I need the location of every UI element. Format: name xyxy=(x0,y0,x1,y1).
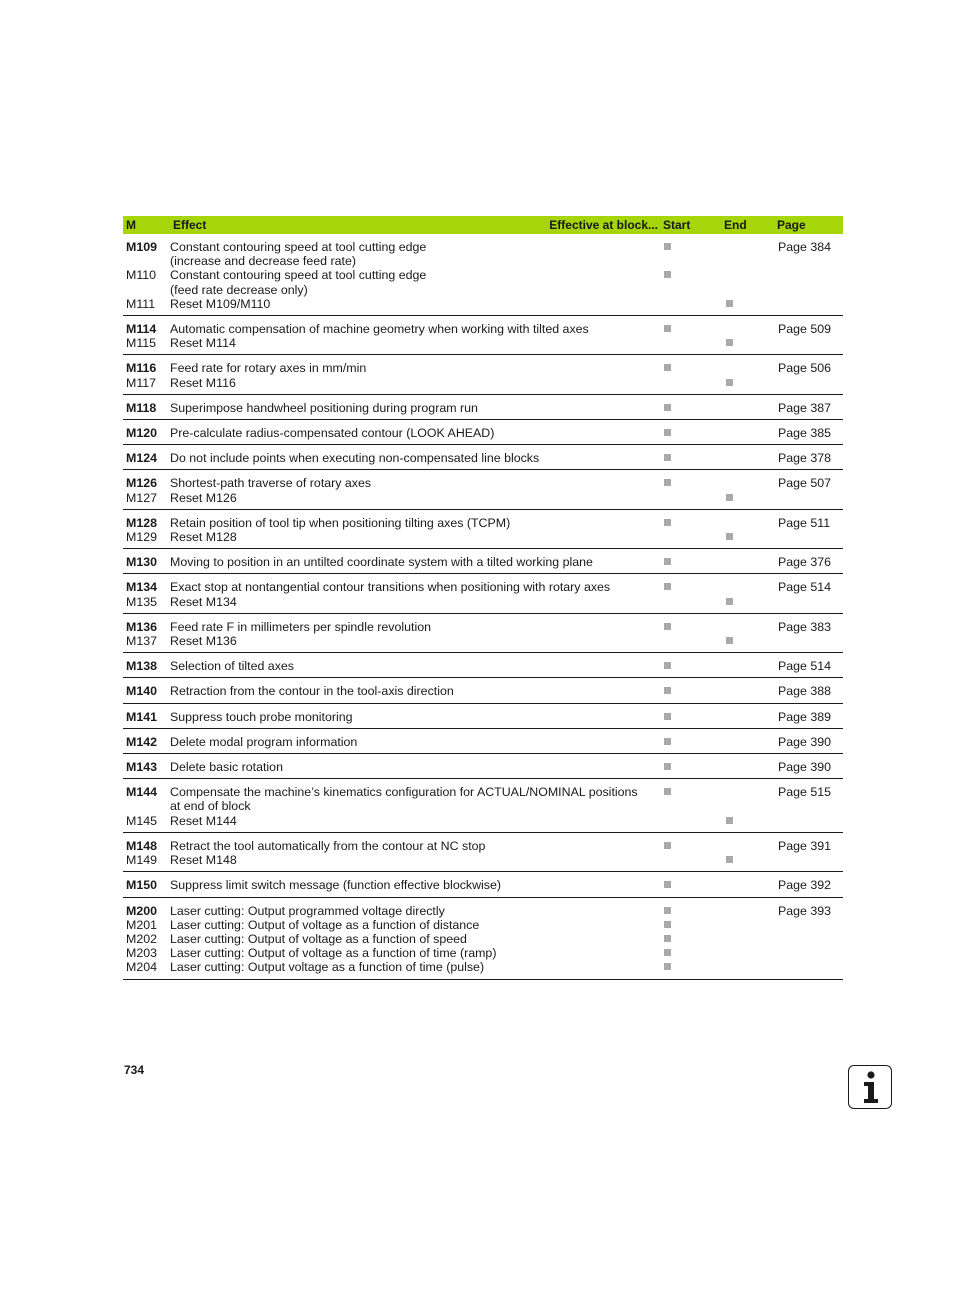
effect-text xyxy=(170,684,658,698)
page-number: 734 xyxy=(124,1063,145,1077)
table-row xyxy=(123,555,843,569)
effect-text xyxy=(170,516,658,530)
m-code: M204 xyxy=(126,960,157,975)
table-row xyxy=(123,960,843,974)
m-code: M134 xyxy=(126,580,157,595)
effect-line: Feed rate for rotary axes in mm/min xyxy=(170,361,367,376)
start-marker-icon xyxy=(664,907,671,914)
page-reference: Page 506 xyxy=(778,361,832,376)
table-row-group xyxy=(123,470,843,509)
table-row-group xyxy=(123,678,843,703)
table-row xyxy=(123,476,843,490)
effect-line: Moving to position in an untilted coordinate system with a tilted working plane xyxy=(170,555,593,570)
table-row xyxy=(123,946,843,960)
start-marker-icon xyxy=(664,364,671,371)
effect-line: Automatic compensation of machine geometry when working with tilted axes xyxy=(170,322,589,337)
start-marker-icon xyxy=(664,842,671,849)
effect-line: Reset M148 xyxy=(170,853,237,868)
effect-text xyxy=(170,620,658,634)
m-code: M118 xyxy=(126,400,157,415)
m-code: M128 xyxy=(126,515,157,530)
table-row-group xyxy=(123,653,843,678)
table-row-group xyxy=(123,704,843,729)
table-row xyxy=(123,918,843,932)
effect-line: Exact stop at nontangential contour transitions when positioning with rotary axes xyxy=(170,580,611,595)
effect-text xyxy=(170,336,658,350)
effect-line: Laser cutting: Output of voltage as a function of distance xyxy=(170,917,480,932)
effect-line: Laser cutting: Output voltage as a function of time (pulse) xyxy=(170,960,485,975)
table-row xyxy=(123,785,843,813)
m-code: M148 xyxy=(126,838,157,853)
effect-text xyxy=(170,595,658,609)
table-row xyxy=(123,297,843,311)
start-marker-icon xyxy=(664,404,671,411)
effect-text xyxy=(170,946,658,960)
effect-text xyxy=(170,785,658,813)
effect-line: Retract the tool automatically from the contour at NC stop xyxy=(170,838,486,853)
m-code: M141 xyxy=(126,709,157,724)
table-row xyxy=(123,322,843,336)
effect-line: Laser cutting: Output of voltage as a function of speed xyxy=(170,931,467,946)
m-code: M144 xyxy=(126,785,157,800)
effect-text xyxy=(170,710,658,724)
start-marker-icon xyxy=(664,429,671,436)
table-row xyxy=(123,814,843,828)
m-code: M135 xyxy=(126,594,157,609)
effect-text xyxy=(170,401,658,415)
page-reference: Page 378 xyxy=(778,451,832,466)
start-marker-icon xyxy=(664,583,671,590)
table-row xyxy=(123,401,843,415)
m-code: M116 xyxy=(126,361,157,376)
table-row xyxy=(123,268,843,296)
header-start: Start xyxy=(663,218,691,232)
m-code: M136 xyxy=(126,619,157,634)
effect-text xyxy=(170,839,658,853)
effect-text xyxy=(170,451,658,465)
m-code: M127 xyxy=(126,490,157,505)
header-effect: Effect xyxy=(173,218,207,232)
m-function-table xyxy=(123,216,843,980)
start-marker-icon xyxy=(664,558,671,565)
table-row xyxy=(123,451,843,465)
effect-text xyxy=(170,580,658,594)
table-row-group xyxy=(123,420,843,445)
effect-line: Do not include points when executing non-compensated line blocks xyxy=(170,451,540,466)
m-code: M143 xyxy=(126,760,157,775)
table-row xyxy=(123,760,843,774)
page-reference: Page 514 xyxy=(778,659,832,674)
start-marker-icon xyxy=(664,454,671,461)
effect-line: Compensate the machine’s kinematics configuration for ACTUAL/NOMINAL positions xyxy=(170,785,638,800)
table-row-group xyxy=(123,445,843,470)
info-icon xyxy=(848,1065,892,1109)
effect-text xyxy=(170,426,658,440)
table-row xyxy=(123,710,843,724)
table-row-group xyxy=(123,614,843,653)
end-marker-icon xyxy=(726,598,733,605)
start-marker-icon xyxy=(664,963,671,970)
effect-line: Constant contouring speed at tool cutting edge xyxy=(170,240,427,254)
effect-text xyxy=(170,476,658,490)
table-row-group xyxy=(123,754,843,779)
effect-text xyxy=(170,555,658,569)
page-reference: Page 507 xyxy=(778,476,832,491)
table-row xyxy=(123,240,843,268)
effect-line: Retraction from the contour in the tool-axis direction xyxy=(170,684,454,699)
effect-line: Pre-calculate radius-compensated contour (LOOK AHEAD) xyxy=(170,426,495,441)
end-marker-icon xyxy=(726,339,733,346)
effect-line: Suppress limit switch message (function effective blockwise) xyxy=(170,878,502,893)
page-reference: Page 388 xyxy=(778,684,832,699)
table-row xyxy=(123,904,843,918)
m-code: M150 xyxy=(126,878,157,893)
header-end: End xyxy=(724,218,747,232)
table-row xyxy=(123,361,843,375)
m-code: M124 xyxy=(126,451,157,466)
page-reference: Page 514 xyxy=(778,580,832,595)
effect-text xyxy=(170,376,658,390)
effect-line: Constant contouring speed at tool cutting edge xyxy=(170,268,427,283)
end-marker-icon xyxy=(726,817,733,824)
effect-text xyxy=(170,735,658,749)
table-row-group xyxy=(123,549,843,574)
header-m: M xyxy=(126,218,136,232)
table-row-group xyxy=(123,729,843,754)
table-row-group xyxy=(123,833,843,872)
effect-text xyxy=(170,491,658,505)
m-code: M202 xyxy=(126,931,157,946)
table-row-group xyxy=(123,395,843,420)
table-body xyxy=(123,234,843,980)
table-row-group xyxy=(123,510,843,549)
effect-text xyxy=(170,322,658,336)
effect-text xyxy=(170,268,658,296)
m-code: M129 xyxy=(126,530,157,545)
m-code: M130 xyxy=(126,555,157,570)
page-reference: Page 384 xyxy=(778,240,832,254)
effect-text xyxy=(170,814,658,828)
m-code: M145 xyxy=(126,813,157,828)
table-row xyxy=(123,580,843,594)
table-row xyxy=(123,932,843,946)
table-row xyxy=(123,735,843,749)
page-reference: Page 515 xyxy=(778,785,832,800)
start-marker-icon xyxy=(664,763,671,770)
table-row xyxy=(123,839,843,853)
effect-line: Superimpose handwheel positioning during program run xyxy=(170,400,478,415)
table-row xyxy=(123,595,843,609)
table-row-group xyxy=(123,779,843,833)
end-marker-icon xyxy=(726,533,733,540)
start-marker-icon xyxy=(664,687,671,694)
page-reference: Page 509 xyxy=(778,322,832,337)
table-row xyxy=(123,634,843,648)
page-reference: Page 383 xyxy=(778,619,832,634)
start-marker-icon xyxy=(664,881,671,888)
effect-text xyxy=(170,760,658,774)
header-effective-at: Effective at block... xyxy=(549,218,658,232)
effect-text xyxy=(170,240,658,268)
effect-text xyxy=(170,634,658,648)
end-marker-icon xyxy=(726,637,733,644)
start-marker-icon xyxy=(664,243,671,250)
m-code: M201 xyxy=(126,917,157,932)
table-row-group xyxy=(123,872,843,897)
m-code: M114 xyxy=(126,322,157,337)
start-marker-icon xyxy=(664,479,671,486)
m-code: M140 xyxy=(126,684,157,699)
start-marker-icon xyxy=(664,949,671,956)
table-row xyxy=(123,426,843,440)
effect-line: Reset M134 xyxy=(170,594,237,609)
page-reference: Page 392 xyxy=(778,878,832,893)
page-reference: Page 390 xyxy=(778,734,832,749)
table-row xyxy=(123,620,843,634)
table-row xyxy=(123,659,843,673)
end-marker-icon xyxy=(726,856,733,863)
effect-line: Reset M144 xyxy=(170,813,237,828)
table-row-group xyxy=(123,574,843,613)
table-row-group xyxy=(123,316,843,355)
table-row xyxy=(123,684,843,698)
page-reference: Page 391 xyxy=(778,838,832,853)
effect-text xyxy=(170,853,658,867)
page-reference: Page 387 xyxy=(778,400,832,415)
effect-line: Selection of tilted axes xyxy=(170,659,294,674)
effect-line: Reset M114 xyxy=(170,336,236,351)
table-row xyxy=(123,336,843,350)
start-marker-icon xyxy=(664,788,671,795)
m-code: M138 xyxy=(126,659,157,674)
page-reference: Page 385 xyxy=(778,426,832,441)
effect-line: Retain position of tool tip when positioning tilting axes (TCPM) xyxy=(170,515,511,530)
effect-line: Delete modal program information xyxy=(170,734,358,749)
start-marker-icon xyxy=(664,623,671,630)
effect-line: at end of block xyxy=(170,799,251,814)
effect-line: Reset M126 xyxy=(170,490,237,505)
end-marker-icon xyxy=(726,379,733,386)
table-row-group xyxy=(123,234,843,316)
effect-line: Reset M128 xyxy=(170,530,237,545)
effect-text xyxy=(170,530,658,544)
m-code: M111 xyxy=(126,296,156,311)
table-row xyxy=(123,878,843,892)
table-row-group xyxy=(123,355,843,394)
effect-line: (feed rate decrease only) xyxy=(170,282,308,297)
start-marker-icon xyxy=(664,662,671,669)
effect-line: Shortest-path traverse of rotary axes xyxy=(170,476,372,491)
page-reference: Page 393 xyxy=(778,903,832,918)
effect-text xyxy=(170,297,658,311)
table-row xyxy=(123,530,843,544)
start-marker-icon xyxy=(664,271,671,278)
effect-line: Feed rate F in millimeters per spindle revolution xyxy=(170,619,432,634)
effect-text xyxy=(170,361,658,375)
end-marker-icon xyxy=(726,494,733,501)
m-code: M203 xyxy=(126,946,157,961)
m-code: M142 xyxy=(126,734,157,749)
m-code: M149 xyxy=(126,853,157,868)
page-reference: Page 376 xyxy=(778,555,832,570)
start-marker-icon xyxy=(664,713,671,720)
effect-text xyxy=(170,904,658,918)
start-marker-icon xyxy=(664,519,671,526)
table-row xyxy=(123,853,843,867)
end-marker-icon xyxy=(726,300,733,307)
effect-text xyxy=(170,918,658,932)
effect-line: Delete basic rotation xyxy=(170,760,283,775)
page-reference: Page 511 xyxy=(778,515,831,530)
start-marker-icon xyxy=(664,325,671,332)
m-code: M117 xyxy=(126,375,157,390)
effect-text xyxy=(170,932,658,946)
effect-line: Reset M109/M110 xyxy=(170,296,271,311)
effect-line: Reset M116 xyxy=(170,375,236,390)
table-row xyxy=(123,516,843,530)
m-code: M110 xyxy=(126,268,157,283)
effect-text xyxy=(170,960,658,974)
effect-line: Laser cutting: Output programmed voltage directly xyxy=(170,903,445,918)
page-reference: Page 389 xyxy=(778,709,832,724)
table-row xyxy=(123,491,843,505)
table-header xyxy=(123,216,843,234)
m-code: M115 xyxy=(126,336,157,351)
effect-line: (increase and decrease feed rate) xyxy=(170,254,356,269)
table-row-group xyxy=(123,898,843,980)
effect-line: Reset M136 xyxy=(170,634,237,649)
m-code: M126 xyxy=(126,476,157,491)
m-code: M120 xyxy=(126,426,157,441)
start-marker-icon xyxy=(664,935,671,942)
header-page: Page xyxy=(777,218,806,232)
effect-text xyxy=(170,659,658,673)
start-marker-icon xyxy=(664,921,671,928)
m-code: M109 xyxy=(126,240,157,254)
effect-line: Laser cutting: Output of voltage as a function of time (ramp) xyxy=(170,946,497,961)
start-marker-icon xyxy=(664,738,671,745)
effect-text xyxy=(170,878,658,892)
m-code: M137 xyxy=(126,634,157,649)
effect-line: Suppress touch probe monitoring xyxy=(170,709,353,724)
m-code: M200 xyxy=(126,903,157,918)
table-row xyxy=(123,376,843,390)
page-reference: Page 390 xyxy=(778,760,832,775)
